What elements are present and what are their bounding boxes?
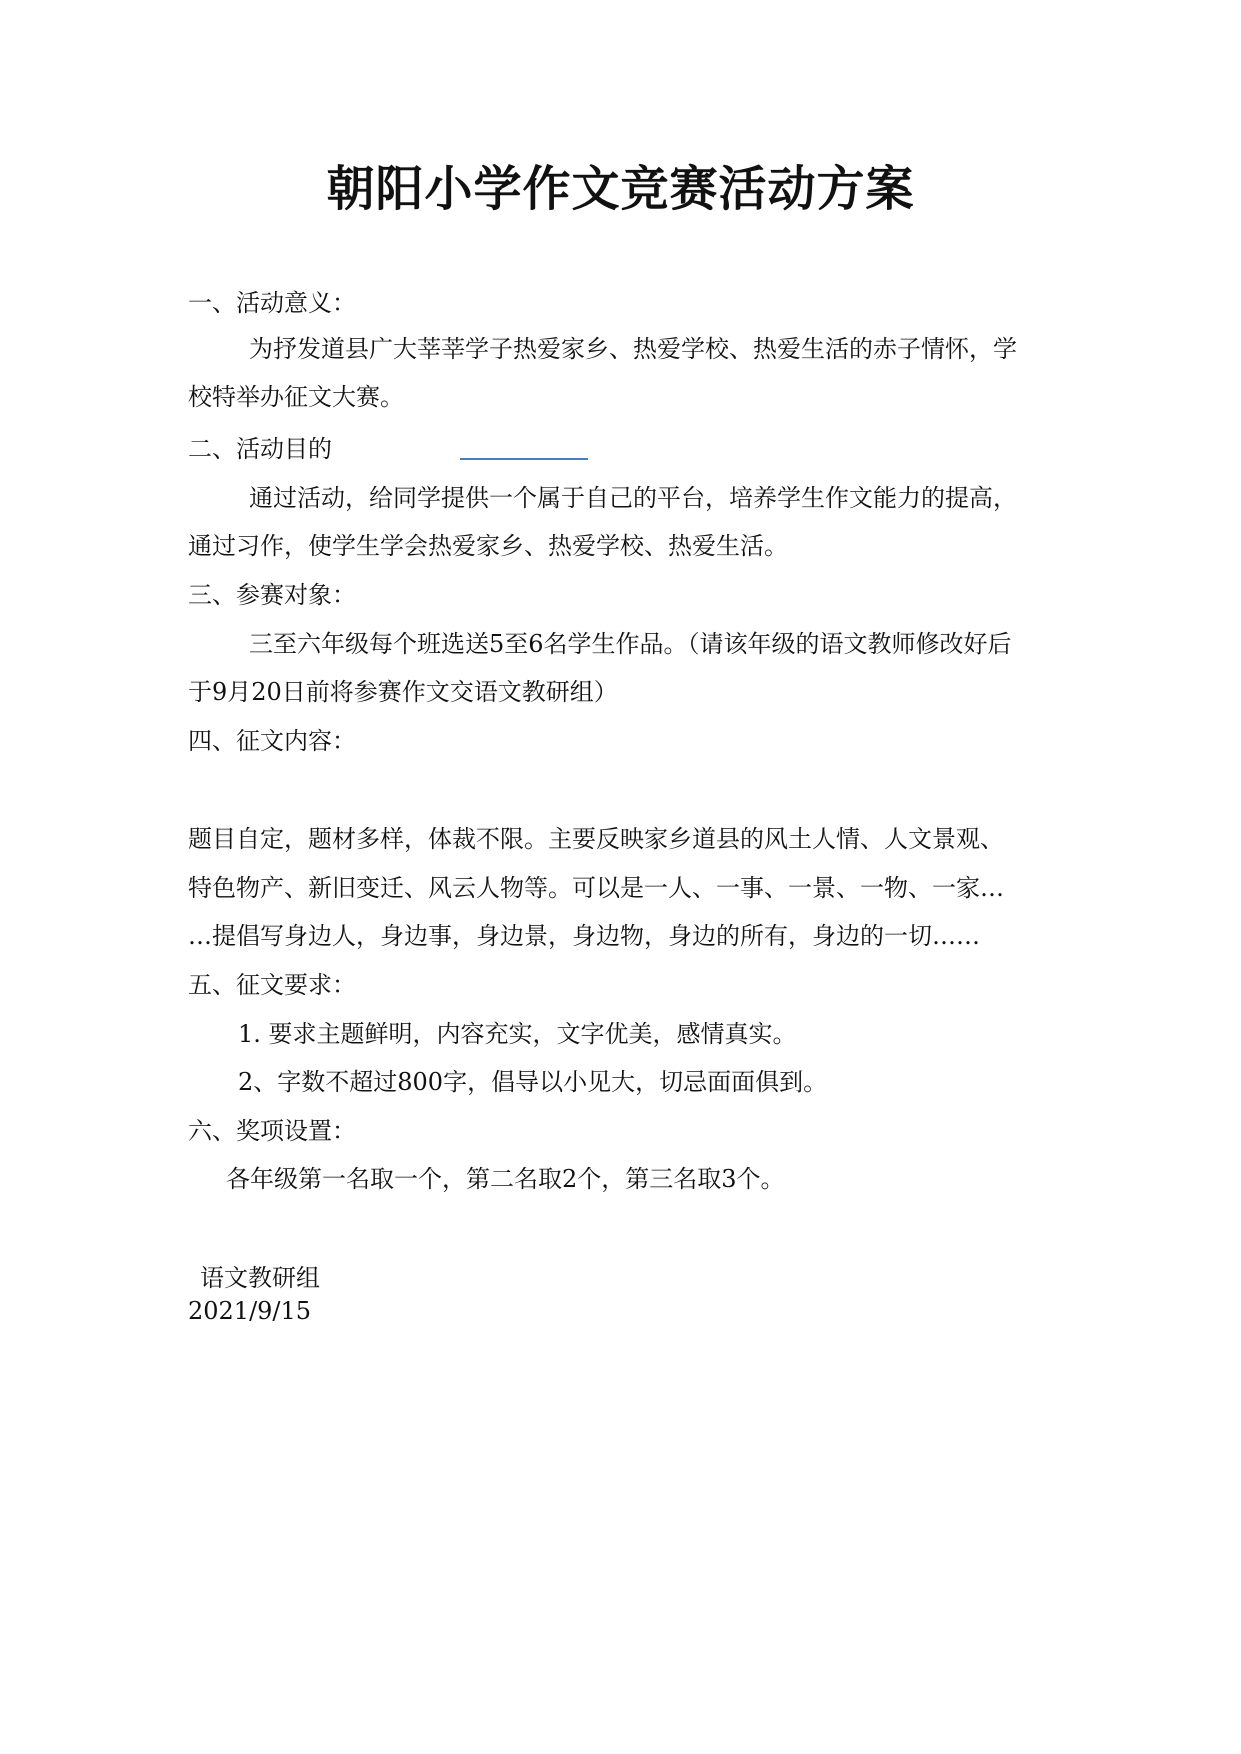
signoff-date: 2021/9/15 [188, 1297, 312, 1325]
paragraph-line: 为抒发道县广大莘莘学子热爱家乡、热爱学校、热爱生活的赤子情怀，学 [249, 335, 1017, 363]
signoff-organization: 语文教研组 [200, 1264, 320, 1292]
paragraph-line: 通过习作，使学生学会热爱家乡、热爱学校、热爱生活。 [188, 532, 788, 560]
paragraph-line: 题目自定，题材多样，体裁不限。主要反映家乡道县的风土人情、人文景观、 [188, 825, 1004, 853]
paragraph-line: 通过活动，给同学提供一个属于自己的平台，培养学生作文能力的提高， [249, 484, 1017, 512]
paragraph-line: 三至六年级每个班选送5至6名学生作品。（请该年级的语文教师修改好后 [249, 630, 1012, 658]
paragraph-line: 于9月20日前将参赛作文交语文教研组） [188, 678, 618, 706]
section-heading-requirements: 五、征文要求： [188, 971, 356, 999]
paragraph-line: 校特举办征文大赛。 [188, 383, 404, 411]
list-item: 2、字数不超过800字，倡导以小见大，切忌面面俱到。 [238, 1068, 828, 1096]
section-heading-participants: 三、参赛对象： [188, 581, 356, 609]
paragraph-line: 各年级第一名取一个，第二名取2个，第三名取3个。 [226, 1165, 785, 1193]
section-heading-awards: 六、奖项设置： [188, 1117, 356, 1145]
section-heading-content: 四、征文内容： [188, 727, 356, 755]
paragraph-line: 特色物产、新旧变迁、风云人物等。可以是一人、一事、一景、一物、一家… [188, 874, 1004, 902]
list-item: 1. 要求主题鲜明，内容充实，文字优美，感情真实。 [238, 1020, 797, 1048]
document-title: 朝阳小学作文竞赛活动方案 [326, 161, 915, 217]
decorative-underline [460, 458, 588, 460]
section-heading-purpose: 二、活动目的 [188, 435, 332, 463]
paragraph-line: …提倡写身边人，身边事，身边景，身边物，身边的所有，身边的一切…… [188, 922, 980, 950]
section-heading-significance: 一、活动意义： [188, 289, 356, 317]
